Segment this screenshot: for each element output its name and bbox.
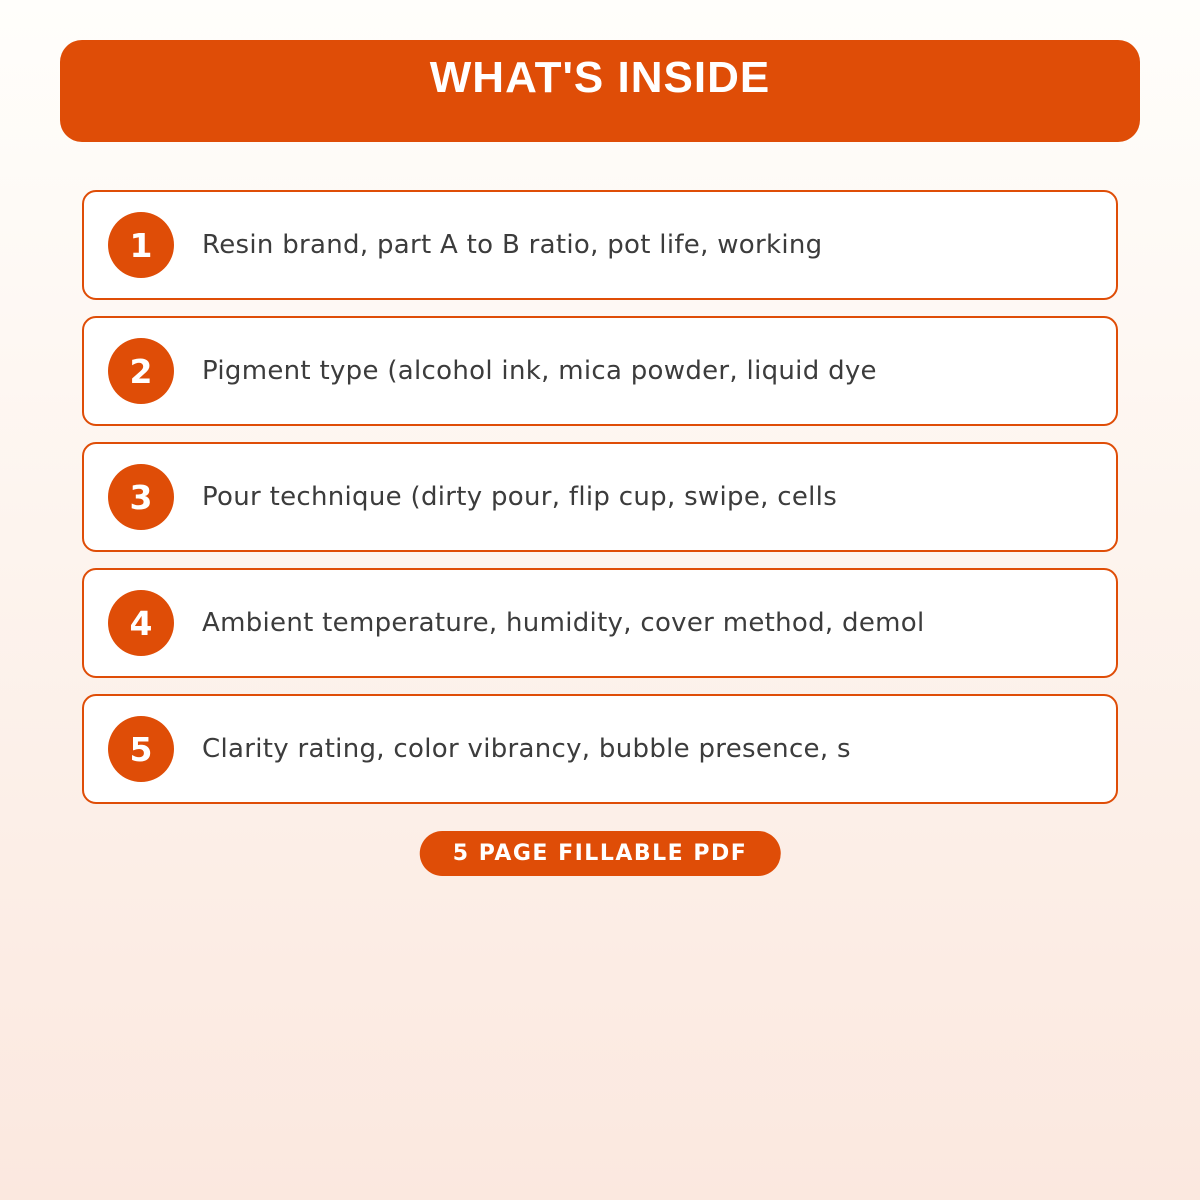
- item-number-badge: 2: [108, 338, 174, 404]
- item-text: Ambient temperature, humidity, cover method, demol: [202, 608, 925, 638]
- list-item: [82, 442, 1118, 552]
- item-text: Clarity rating, color vibrancy, bubble presence, s: [202, 734, 851, 764]
- list-item: [82, 316, 1118, 426]
- page-count-badge: [420, 831, 781, 876]
- page-title: WHAT'S INSIDE: [429, 53, 771, 102]
- feature-list: [82, 190, 1118, 820]
- item-number-badge: 1: [108, 212, 174, 278]
- item-number-badge: 5: [108, 716, 174, 782]
- header-banner: [60, 40, 1140, 142]
- item-number-badge: 3: [108, 464, 174, 530]
- list-item: [82, 694, 1118, 804]
- list-item: [82, 190, 1118, 300]
- item-text: Pigment type (alcohol ink, mica powder, liquid dye: [202, 356, 877, 386]
- page-count-badge-label: 5 PAGE FILLABLE PDF: [452, 841, 748, 866]
- list-item: [82, 568, 1118, 678]
- item-text: Pour technique (dirty pour, flip cup, swipe, cells: [202, 482, 838, 512]
- item-text: Resin brand, part A to B ratio, pot life, working: [202, 230, 823, 260]
- item-number-badge: 4: [108, 590, 174, 656]
